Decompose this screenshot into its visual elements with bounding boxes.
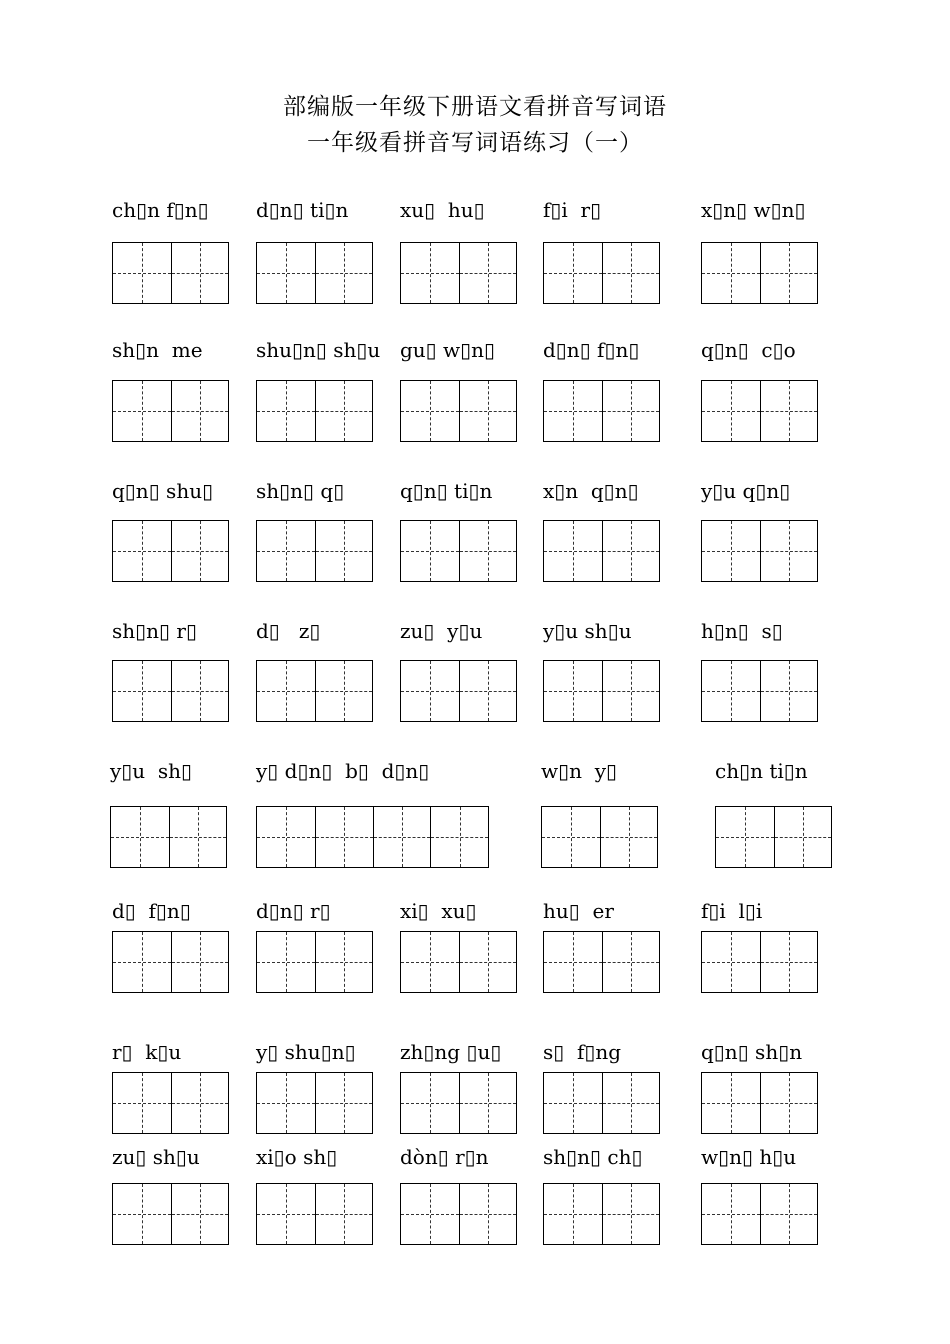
writing-cell[interactable] xyxy=(702,521,760,581)
tianzige-box[interactable] xyxy=(112,660,229,722)
pinyin-prompt: xi▯o sh▯ xyxy=(256,1145,338,1169)
writing-cell[interactable] xyxy=(430,807,488,867)
writing-cell[interactable] xyxy=(171,243,229,303)
tianzige-box[interactable] xyxy=(715,806,832,868)
pinyin-prompt: w▯n▯ h▯u xyxy=(701,1145,797,1169)
writing-cell[interactable] xyxy=(459,381,517,441)
writing-cell[interactable] xyxy=(171,521,229,581)
pinyin-prompt: q▯n▯ c▯o xyxy=(701,338,796,362)
writing-cell[interactable] xyxy=(171,932,229,992)
writing-cell[interactable] xyxy=(257,1184,315,1244)
pinyin-prompt: x▯n q▯n▯ xyxy=(543,479,639,503)
writing-cell[interactable] xyxy=(544,1073,602,1133)
tianzige-box[interactable] xyxy=(256,380,373,442)
tianzige-box[interactable] xyxy=(256,660,373,722)
writing-cell[interactable] xyxy=(113,381,171,441)
writing-cell[interactable] xyxy=(702,1184,760,1244)
writing-cell[interactable] xyxy=(459,932,517,992)
tianzige-box[interactable] xyxy=(112,380,229,442)
pinyin-prompt: zu▯ y▯u xyxy=(400,619,483,643)
pinyin-prompt: d▯n▯ f▯n▯ xyxy=(543,338,640,362)
writing-cell[interactable] xyxy=(315,1184,373,1244)
writing-cell[interactable] xyxy=(702,243,760,303)
tianzige-box[interactable] xyxy=(110,806,227,868)
writing-cell[interactable] xyxy=(257,1073,315,1133)
writing-cell[interactable] xyxy=(760,521,818,581)
writing-cell[interactable] xyxy=(459,521,517,581)
tianzige-box[interactable] xyxy=(112,1183,229,1245)
writing-cell[interactable] xyxy=(315,661,373,721)
pinyin-prompt: d▯ z▯ xyxy=(256,619,321,643)
pinyin-prompt: gu▯ w▯n▯ xyxy=(400,338,496,362)
writing-cell[interactable] xyxy=(600,807,658,867)
writing-cell[interactable] xyxy=(702,661,760,721)
pinyin-prompt: xu▯ hu▯ xyxy=(400,198,485,222)
tianzige-box[interactable] xyxy=(701,1183,818,1245)
writing-cell[interactable] xyxy=(401,381,459,441)
writing-cell[interactable] xyxy=(702,381,760,441)
writing-cell[interactable] xyxy=(171,381,229,441)
writing-cell[interactable] xyxy=(602,661,660,721)
tianzige-box[interactable] xyxy=(256,806,489,868)
writing-cell[interactable] xyxy=(774,807,832,867)
tianzige-box[interactable] xyxy=(543,660,660,722)
writing-cell[interactable] xyxy=(113,521,171,581)
tianzige-box[interactable] xyxy=(400,380,517,442)
tianzige-box[interactable] xyxy=(400,931,517,993)
pinyin-prompt: r▯ k▯u xyxy=(112,1040,182,1064)
writing-cell[interactable] xyxy=(602,381,660,441)
tianzige-box[interactable] xyxy=(701,931,818,993)
writing-cell[interactable] xyxy=(401,661,459,721)
writing-cell[interactable] xyxy=(401,521,459,581)
tianzige-box[interactable] xyxy=(112,520,229,582)
tianzige-box[interactable] xyxy=(701,380,818,442)
pinyin-prompt: hu▯ er xyxy=(543,899,614,923)
tianzige-box[interactable] xyxy=(543,931,660,993)
writing-cell[interactable] xyxy=(459,1184,517,1244)
writing-cell[interactable] xyxy=(544,243,602,303)
tianzige-box[interactable] xyxy=(256,931,373,993)
writing-cell[interactable] xyxy=(111,807,169,867)
tianzige-box[interactable] xyxy=(701,242,818,304)
tianzige-box[interactable] xyxy=(400,1072,517,1134)
pinyin-prompt: sh▯n▯ ch▯ xyxy=(543,1145,643,1169)
tianzige-box[interactable] xyxy=(701,520,818,582)
writing-cell[interactable] xyxy=(315,932,373,992)
writing-cell[interactable] xyxy=(760,661,818,721)
tianzige-box[interactable] xyxy=(112,1072,229,1134)
pinyin-prompt: y▯u sh▯ xyxy=(110,759,193,783)
pinyin-prompt: h▯n▯ s▯ xyxy=(701,619,783,643)
pinyin-prompt: y▯ shu▯n▯ xyxy=(256,1040,356,1064)
writing-cell[interactable] xyxy=(760,381,818,441)
writing-cell[interactable] xyxy=(544,932,602,992)
writing-cell[interactable] xyxy=(257,243,315,303)
writing-cell[interactable] xyxy=(544,661,602,721)
tianzige-box[interactable] xyxy=(256,242,373,304)
writing-cell[interactable] xyxy=(401,243,459,303)
writing-cell[interactable] xyxy=(113,661,171,721)
pinyin-prompt: s▯ f▯ng xyxy=(543,1040,622,1064)
pinyin-prompt: w▯n y▯ xyxy=(541,759,618,783)
pinyin-prompt: sh▯n▯ q▯ xyxy=(256,479,345,503)
writing-cell[interactable] xyxy=(113,932,171,992)
tianzige-box[interactable] xyxy=(400,660,517,722)
tianzige-box[interactable] xyxy=(112,931,229,993)
tianzige-box[interactable] xyxy=(543,1183,660,1245)
writing-cell[interactable] xyxy=(544,1184,602,1244)
writing-cell[interactable] xyxy=(315,521,373,581)
pinyin-prompt: y▯ d▯n▯ b▯ d▯n▯ xyxy=(256,759,430,783)
tianzige-box[interactable] xyxy=(112,242,229,304)
pinyin-prompt: sh▯n me xyxy=(112,338,203,362)
pinyin-prompt: shu▯n▯ sh▯u xyxy=(256,338,381,362)
tianzige-box[interactable] xyxy=(543,380,660,442)
writing-cell[interactable] xyxy=(257,521,315,581)
tianzige-box[interactable] xyxy=(256,520,373,582)
writing-cell[interactable] xyxy=(373,807,431,867)
pinyin-prompt: dòn▯ r▯n xyxy=(400,1145,489,1169)
pinyin-prompt: sh▯n▯ r▯ xyxy=(112,619,197,643)
writing-cell[interactable] xyxy=(716,807,774,867)
pinyin-prompt: zh▯ng ▯u▯ xyxy=(400,1040,502,1064)
pinyin-prompt: y▯u q▯n▯ xyxy=(701,479,791,503)
pinyin-prompt: y▯u sh▯u xyxy=(543,619,632,643)
pinyin-prompt: xi▯ xu▯ xyxy=(400,899,477,923)
pinyin-prompt: ch▯n ti▯n xyxy=(715,759,808,783)
writing-cell[interactable] xyxy=(401,932,459,992)
pinyin-prompt: d▯n▯ r▯ xyxy=(256,899,331,923)
tianzige-box[interactable] xyxy=(543,242,660,304)
writing-cell[interactable] xyxy=(169,807,227,867)
writing-cell[interactable] xyxy=(171,1184,229,1244)
tianzige-box[interactable] xyxy=(701,660,818,722)
page-subtitle: 一年级看拼音写词语练习（一） xyxy=(307,130,643,156)
page-title: 部编版一年级下册语文看拼音写词语 xyxy=(283,94,667,120)
writing-cell[interactable] xyxy=(315,1073,373,1133)
tianzige-box[interactable] xyxy=(543,520,660,582)
writing-cell[interactable] xyxy=(315,807,373,867)
writing-cell[interactable] xyxy=(459,1073,517,1133)
tianzige-box[interactable] xyxy=(701,1072,818,1134)
tianzige-box[interactable] xyxy=(400,520,517,582)
tianzige-box[interactable] xyxy=(256,1072,373,1134)
writing-cell[interactable] xyxy=(760,932,818,992)
writing-cell[interactable] xyxy=(171,661,229,721)
tianzige-box[interactable] xyxy=(256,1183,373,1245)
writing-cell[interactable] xyxy=(113,1073,171,1133)
tianzige-box[interactable] xyxy=(400,1183,517,1245)
writing-cell[interactable] xyxy=(602,1184,660,1244)
writing-cell[interactable] xyxy=(602,1073,660,1133)
writing-cell[interactable] xyxy=(459,243,517,303)
writing-cell[interactable] xyxy=(602,243,660,303)
writing-cell[interactable] xyxy=(602,521,660,581)
writing-cell[interactable] xyxy=(602,932,660,992)
pinyin-prompt: f▯i l▯i xyxy=(701,899,763,923)
pinyin-prompt: q▯n▯ ti▯n xyxy=(400,479,493,503)
pinyin-prompt: ch▯n f▯n▯ xyxy=(112,198,209,222)
tianzige-box[interactable] xyxy=(400,242,517,304)
writing-cell[interactable] xyxy=(401,1073,459,1133)
pinyin-prompt: f▯i r▯ xyxy=(543,198,602,222)
writing-cell[interactable] xyxy=(544,381,602,441)
writing-cell[interactable] xyxy=(315,381,373,441)
writing-cell[interactable] xyxy=(113,243,171,303)
writing-cell[interactable] xyxy=(113,1184,171,1244)
pinyin-prompt: q▯n▯ sh▯n xyxy=(701,1040,803,1064)
pinyin-prompt: d▯n▯ ti▯n xyxy=(256,198,349,222)
writing-cell[interactable] xyxy=(171,1073,229,1133)
writing-cell[interactable] xyxy=(760,243,818,303)
writing-cell[interactable] xyxy=(760,1073,818,1133)
writing-cell[interactable] xyxy=(257,932,315,992)
writing-cell[interactable] xyxy=(401,1184,459,1244)
writing-cell[interactable] xyxy=(257,381,315,441)
writing-cell[interactable] xyxy=(544,521,602,581)
writing-cell[interactable] xyxy=(702,1073,760,1133)
pinyin-prompt: d▯ f▯n▯ xyxy=(112,899,191,923)
writing-cell[interactable] xyxy=(459,661,517,721)
pinyin-prompt: q▯n▯ shu▯ xyxy=(112,479,214,503)
writing-cell[interactable] xyxy=(315,243,373,303)
writing-cell[interactable] xyxy=(257,807,315,867)
tianzige-box[interactable] xyxy=(541,806,658,868)
tianzige-box[interactable] xyxy=(543,1072,660,1134)
writing-cell[interactable] xyxy=(257,661,315,721)
pinyin-prompt: x▯n▯ w▯n▯ xyxy=(701,198,806,222)
writing-cell[interactable] xyxy=(702,932,760,992)
writing-cell[interactable] xyxy=(760,1184,818,1244)
pinyin-prompt: zu▯ sh▯u xyxy=(112,1145,200,1169)
writing-cell[interactable] xyxy=(542,807,600,867)
